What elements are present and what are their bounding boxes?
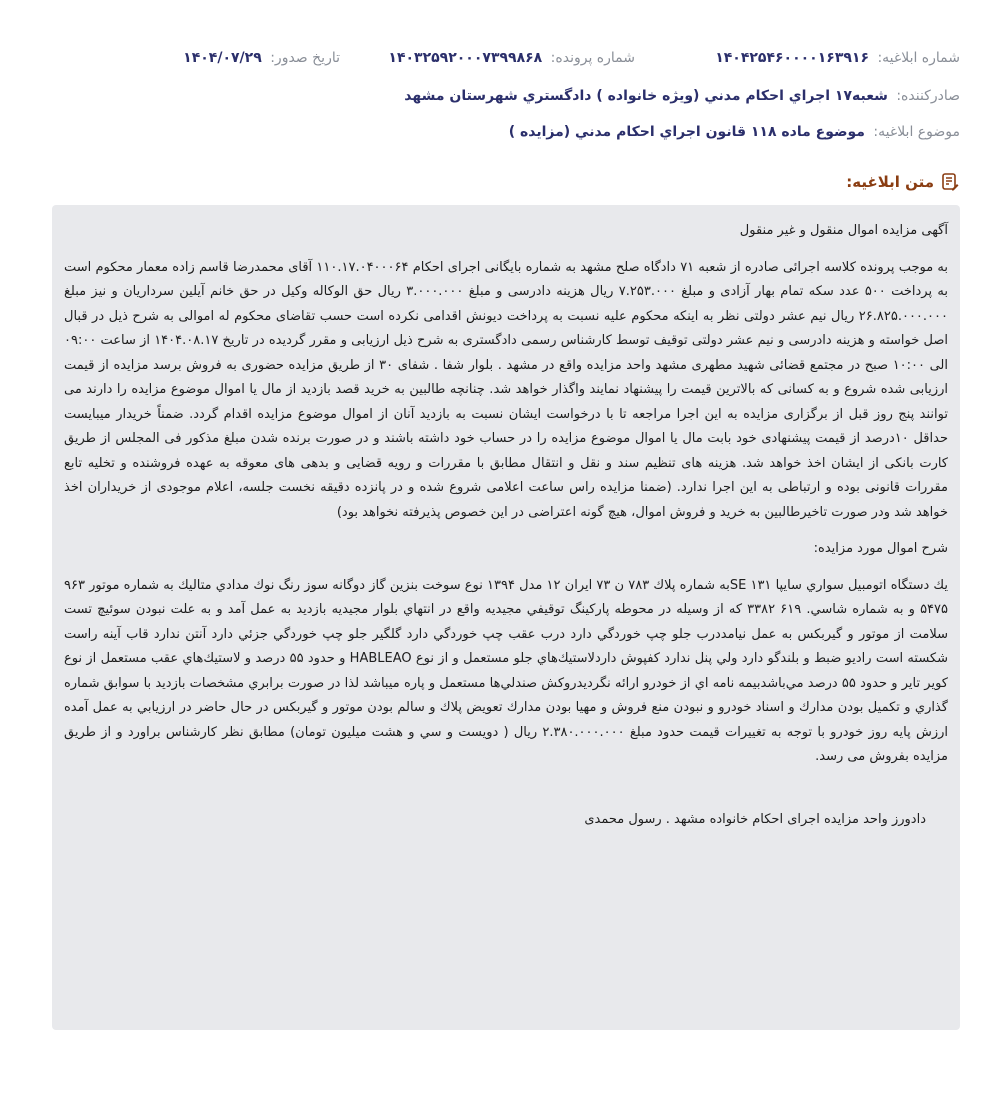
notice-text-heading [846, 172, 960, 192]
notice-number-label: شماره ابلاغيه: [877, 50, 960, 66]
subject-row [40, 122, 960, 142]
issuer-value: شعبه۱۷ اجراي احكام مدني (ويژه خانواده ) دادگستري شهرستان مشهد [404, 88, 888, 104]
notice-text-title: متن ابلاغيه: [846, 173, 934, 191]
property-description: یك دستگاه اتومبيل سواري سايپا ۱۳۱ SEبه شماره پلاك ۷۸۳ ن ۷۳ ايران ۱۲ مدل ۱۳۹۴ نوع سوخت بنزين گاز دوگانه سوز رنگ نوك مدادي متاليك به شماره موتور ۹۶۳ ۵۴۷۵ و به شماره شاسي. ۶۱۹ ۳۳۸۲ كه از وسيله در محوطه پاركينگ توقيفي مجيديه واقع در انتهاي بلوار مجيديه بازديد به عمل آمد و به علت نبودن سوئيچ تست سلامت از موتور و گيربكس به عمل نيامددرب جلو چپ خوردگي دارد درب عقب چپ خوردگي دارد گلگير جلو چپ خوردگي جزئي دارد آنتن ندارد قاب آينه راست شكسته است راديو ضبط و بلندگو دارد ولي پنل ندارد كفپوش داردلاستيك‌هاي جلو مستعمل و از نوع HABLEAO و حدود ۵۵ درصد و لاستيك‌هاي عقب مستعمل از نوع كوير تاير و حدود ۵۵ درصد مي‌باشدبيمه نامه اي از خودرو ارائه نگرديدروكش صندلي‌ها مستعمل و پاره ميباشد لذا در صورت برابري مشخصات بازديد با سوابق شماره گذاري و تكميل بودن مدارك و اسناد خودرو و نبودن منع فروش و مهيا بودن مدارك تعويض پلاك و سالم بودن موتور و گيربكس در حال حاضر در ارزيابي به عمل آمده ارزش پايه روز خودرو با توجه به تغييرات قيمت حدود مبلغ ۲.۳۸۰.۰۰۰.۰۰۰ ريال ( دويست و سي و هشت ميليون تومان) مطابق نظر كارشناس براورد و از طريق مزايده بفروش مى رسد. [64, 577, 948, 764]
auction-body: به موجب پرونده کلاسه اجرائی صادره از شعبه ۷۱ دادگاه صلح مشهد به شماره بایگانی اجرای احکام ۱۱۰.۱۷.۰۴۰۰۰۶۴ آقای محمدرضا قاسم زاده معمار محکوم است به پرداخت ۵۰۰ عدد سکه تمام بهار آزادی و مبلغ ۷.۲۵۳.۰۰۰ ریال هزینه دادرسی و مبلغ ۳.۰۰۰.۰۰۰ ریال حق الوکاله وکیل در حق خانم آیلین سرداریان و نیز مبلغ ۲۶.۸۲۵.۰۰۰.۰۰۰ ریال نیم عشر دولتی نظر به اینکه محکوم علیه نسبت به پرداخت دیونش اقدامی نکرده است حسب تقاضای محکوم له اموالی به شرح ذیل در قبال اصل خواسته و هزینه دادرسی و نیم عشر دولتی توقیف توسط کارشناس رسمی دادگستری به شرح ذیل ارزیابی و مقرر گردیده در تاریخ ۱۴۰۴.۰۸.۱۷ از ساعت ۰۹:۰۰ الی ۱۰:۰۰ صبح در مجتمع قضائی شهید مطهری مشهد واحد مزایده واقع در مشهد . بلوار شفا . شفای ۳۰ از طریق مزایده حضوری به فروش برسد مزایده از قیمت ارزیابی شده شروع و به کسانی که بالاترین قیمت را پیشنهاد نمایند واگذار خواهد شد. چنانچه طالبین به خرید قصد بازدید از مال یا اموال موضوع مزایده را دارند می توانند پنج روز قبل از برگزاری مزایده به این اجرا مراجعه تا با درخواست ایشان نسبت به بازدید آنان از اموال موضوع مزایده اقدام گردد. ضمناً خریدار میبایست حداقل ۱۰درصد از قیمت پیشنهادی خود بابت مال یا اموال موضوع مزایده را در حساب خود داشته باشند و در صورت برنده شدن مبلغ مذکور فی المجلس از طریق کارت بانکی از ایشان اخذ خواهد شد. هزینه های تنظیم سند و نقل و انتقال مطابق با مقررات و رویه قضایی و بدهی های معوقه به عهده فروشنده و تخلیه تابع مقررات قانونی بوده و ارتباطی به این اجرا ندارد. (ضمنا مزایده راس ساعت اعلامی شروع شده و در پانزده دقیقه نخست جلسه، اعلام موجودی از خریداران اخذ خواهد شد ودر صورت تاخیرطالبین به خرید و فروش اموال، هیچ گونه اعتراضی در این خصوص پذیرفته نخواهد بود) [64, 259, 948, 520]
notice-text-panel [52, 205, 960, 1030]
subject-value: موضوع ماده ۱۱۸ قانون اجراي احكام مدني (مزايده ) [508, 124, 865, 140]
case-number-value: ۱۴۰۳۲۵۹۲۰۰۰۷۳۹۹۸۶۸ [388, 50, 543, 66]
notice-number [715, 48, 960, 68]
notice-number-value: ۱۴۰۴۲۵۴۶۰۰۰۰۱۶۳۹۱۶ [715, 50, 869, 66]
issuer-label: صادرکننده: [896, 88, 960, 104]
auction-title: آگهی مزایده اموال منقول و غیر منقول [739, 223, 948, 238]
document-edit-icon [940, 172, 960, 192]
issue-date-value: ۱۴۰۴/۰۷/۲۹ [183, 50, 262, 66]
case-number [388, 48, 635, 68]
issue-date [183, 48, 340, 68]
signature: دادورز واحد مزایده اجرای احکام خانواده مشهد . رسول محمدی [584, 811, 926, 827]
case-number-label: شماره پرونده: [550, 50, 635, 66]
property-heading: شرح اموال مورد مزایده: [813, 541, 948, 556]
issuer-row [40, 86, 960, 106]
subject-label: موضوع ابلاغيه: [873, 124, 960, 140]
issue-date-label: تاريخ صدور: [270, 50, 340, 66]
